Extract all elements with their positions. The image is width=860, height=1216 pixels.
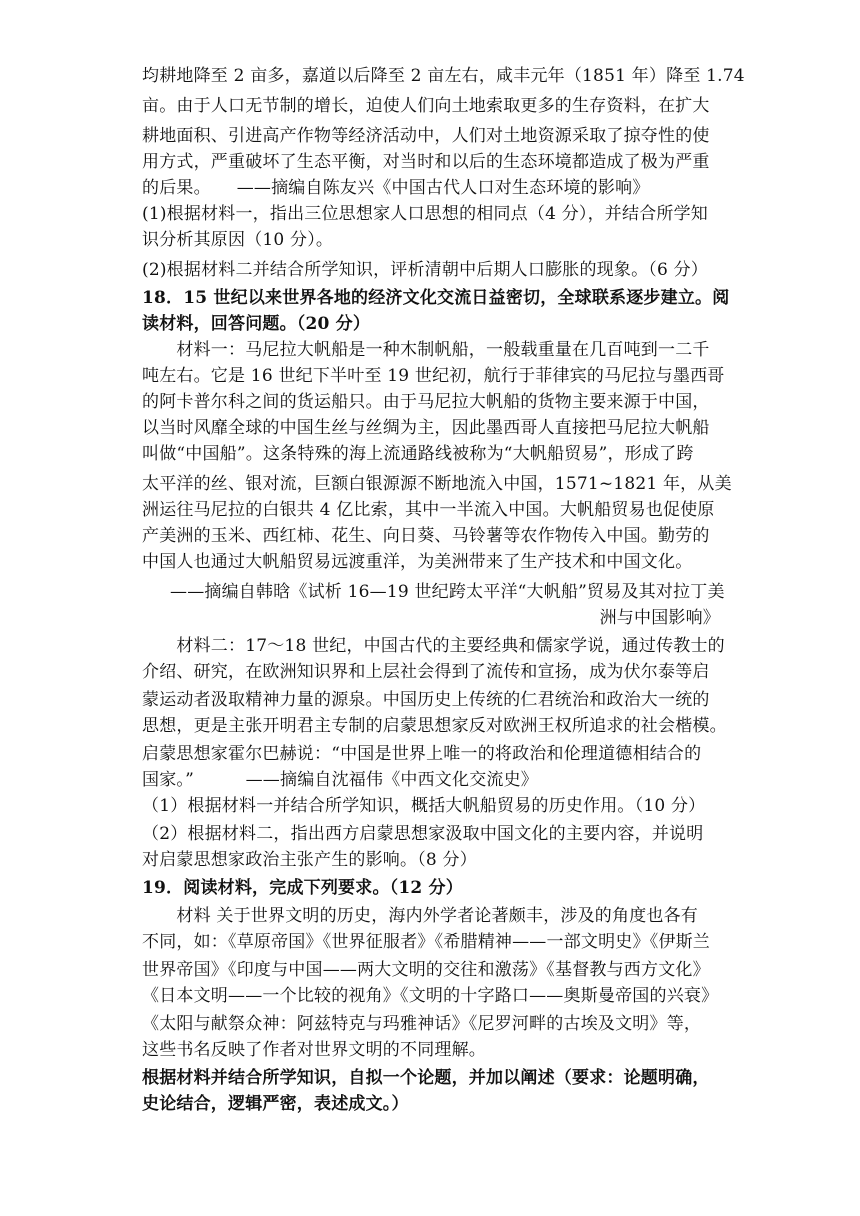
question-part: （2）根据材料二，指出西方启蒙思想家汲取中国文化的主要内容，并说明 bbox=[142, 824, 704, 844]
source-citation: ——摘编自韩晗《试析 16—19 世纪跨太平洋“大帆船”贸易及其对拉丁美 bbox=[170, 582, 725, 602]
text-line: 用方式，严重破坏了生态平衡，对当时和以后的生态环境都造成了极为严重 bbox=[142, 152, 710, 172]
question-part: 识分析其原因（10 分）。 bbox=[142, 230, 334, 250]
material-text: 世界帝国》《印度与中国——两大文明的交往和激荡》《基督教与西方文化》 bbox=[142, 960, 710, 980]
material-text: 介绍、研究，在欧洲知识界和上层社会得到了流传和宣扬，成为伏尔泰等启 bbox=[142, 662, 710, 682]
source-citation: 洲与中国影响》 bbox=[599, 608, 720, 628]
task-instruction: 史论结合，逻辑严密，表述成文。） bbox=[142, 1094, 409, 1114]
material-text: 太平洋的丝、银对流，巨额白银源源不断地流入中国，1571~1821 年，从美 bbox=[142, 474, 732, 494]
material-text: 叫做“中国船”。这条特殊的海上流通路线被称为“大帆船贸易”，形成了跨 bbox=[142, 444, 694, 464]
material-text: 《日本文明——一个比较的视角》《文明的十字路口——奥斯曼帝国的兴衰》 bbox=[142, 986, 719, 1006]
material-text: 蒙运动者汲取精神力量的源泉。中国历史上传统的仁君统治和政治大一统的 bbox=[142, 690, 710, 710]
material-text: 不同，如：《草原帝国》《世界征服者》《希腊精神——一部文明史》《伊斯兰 bbox=[142, 932, 710, 952]
material-text: 的阿卡普尔科之间的货运船只。由于马尼拉大帆船的货物主要来源于中国， bbox=[142, 392, 710, 412]
question-heading: 18．15 世纪以来世界各地的经济文化交流日益密切，全球联系逐步建立。阅 bbox=[142, 288, 730, 308]
source-citation: 国家。” ——摘编自沈福伟《中西文化交流史》 bbox=[142, 770, 538, 790]
source-citation: 的后果。 ——摘编自陈友兴《中国古代人口对生态环境的影响》 bbox=[142, 178, 650, 198]
question-part: (2)根据材料二并结合所学知识，评析清朝中后期人口膨胀的现象。（6 分） bbox=[142, 260, 708, 280]
question-heading: 读材料，回答问题。（20 分） bbox=[142, 314, 371, 334]
text-line: 亩。由于人口无节制的增长，迫使人们向土地索取更多的生存资料，在扩大 bbox=[142, 96, 710, 116]
material-text: 思想，更是主张开明君主专制的启蒙思想家反对欧洲王权所追求的社会楷模。 bbox=[142, 716, 727, 736]
material-text: 《太阳与献祭众神：阿兹特克与玛雅神话》《尼罗河畔的古埃及文明》等， bbox=[142, 1014, 702, 1034]
material-text: 中国人也通过大帆船贸易远渡重洋，为美洲带来了生产技术和中国文化。 bbox=[142, 552, 693, 572]
text-line: 耕地面积、引进高产作物等经济活动中，人们对土地资源采取了掠夺性的使 bbox=[142, 126, 710, 146]
question-heading: 19．阅读材料，完成下列要求。（12 分） bbox=[142, 878, 463, 898]
material-text: 材料 关于世界文明的历史，海内外学者论著颇丰，涉及的角度也各有 bbox=[142, 906, 699, 926]
material-text: 材料一：马尼拉大帆船是一种木制帆船，一般载重量在几百吨到一二千 bbox=[142, 340, 710, 360]
material-text: 吨左右。它是 16 世纪下半叶至 19 世纪初，航行于菲律宾的马尼拉与墨西哥 bbox=[142, 366, 725, 386]
task-instruction: 根据材料并结合所学知识，自拟一个论题，并加以阐述（要求：论题明确， bbox=[142, 1068, 710, 1088]
material-text: 材料二：17～18 世纪，中国古代的主要经典和儒家学说，通过传教士的 bbox=[142, 636, 725, 656]
material-text: 这些书名反映了作者对世界文明的不同理解。 bbox=[142, 1040, 486, 1060]
material-text: 启蒙思想家霍尔巴赫说：“中国是世界上唯一的将政治和伦理道德相结合的 bbox=[142, 744, 702, 764]
material-text: 以当时风靡全球的中国生丝与丝绸为主，因此墨西哥人直接把马尼拉大帆船 bbox=[142, 418, 710, 438]
question-part: 对启蒙思想家政治主张产生的影响。（8 分） bbox=[142, 850, 477, 870]
question-part: (1)根据材料一，指出三位思想家人口思想的相同点（4 分），并结合所学知 bbox=[142, 204, 708, 224]
question-part: （1）根据材料一并结合所学知识，概括大帆船贸易的历史作用。（10 分） bbox=[142, 796, 706, 816]
material-text: 洲运往马尼拉的白银共 4 亿比索，其中一半流入中国。大帆船贸易也促使原 bbox=[142, 500, 715, 520]
material-text: 产美洲的玉米、西红柿、花生、向日葵、马铃薯等农作物传入中国。勤劳的 bbox=[142, 526, 710, 546]
text-line: 均耕地降至 2 亩多，嘉道以后降至 2 亩左右，咸丰元年（1851 年）降至 1.74 bbox=[142, 66, 745, 86]
